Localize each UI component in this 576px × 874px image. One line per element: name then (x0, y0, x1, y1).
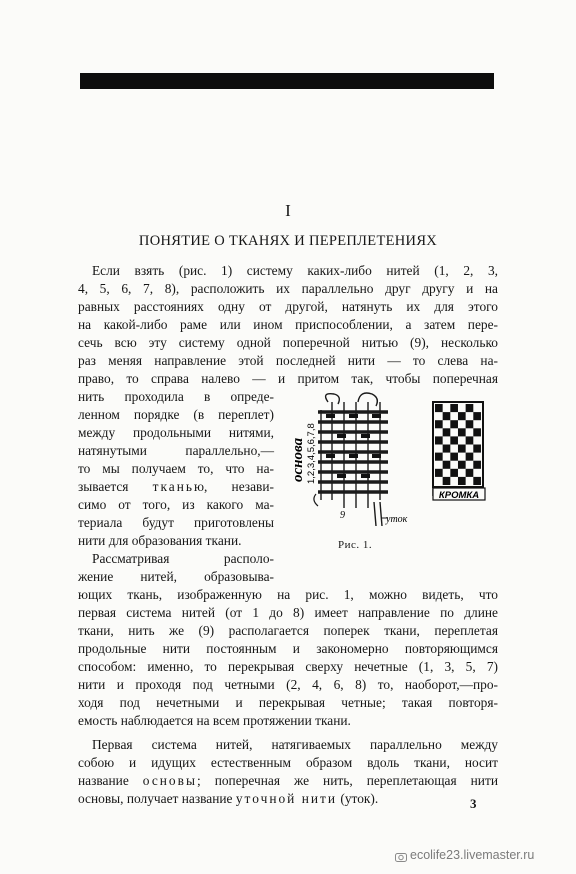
checker-cell (443, 445, 451, 453)
chapter-title: ПОНЯТИЕ О ТКАНЯХ И ПЕРЕПЛЕТЕНИЯХ (138, 233, 438, 249)
checker-cell (443, 428, 451, 436)
text-line: нити и проходя под четными (2, 4, 6, 8) то, наоборот,—про- (78, 677, 498, 692)
checker-cell (435, 420, 443, 428)
term-utok: уточной нити (235, 791, 338, 806)
checker-cell (473, 461, 481, 469)
checker-cell (450, 469, 458, 477)
text-line: Если взять (рис. 1) систему каких-либо нитей (1, 2, 3, (92, 263, 498, 278)
label-utok: уток (386, 514, 408, 525)
checker-cell (443, 461, 451, 469)
text-line (78, 790, 498, 807)
text-line: нити для образования ткани. (78, 533, 242, 548)
header-rule (80, 73, 494, 89)
label-nine: 9 (340, 510, 345, 521)
chapter-number: I (285, 201, 291, 220)
term-osnova: основы (142, 773, 197, 788)
checker-cell (458, 412, 466, 420)
text-line: сечь всю эту систему одной поперечной нитью (9), несколько (78, 335, 498, 350)
label-osnova: основа (290, 437, 306, 482)
checker-cell (435, 453, 443, 461)
text-line (78, 772, 498, 789)
text-line: раз меняя направление этой последней нити — то слева на- (78, 353, 498, 368)
checker-cell (466, 469, 474, 477)
label-thread-numbers: 1,2,3,4,5,6,7,8 (306, 423, 317, 484)
checker-cell (458, 428, 466, 436)
label-kromka: КРОМКА (438, 490, 480, 501)
text-line: ходя под нечетными и перекрывая четные; такая повторя- (78, 695, 498, 710)
text-line: ленном порядке (в переплет) (78, 407, 274, 422)
checker-cell (466, 453, 474, 461)
checker-cell (473, 445, 481, 453)
checker-cell (443, 412, 451, 420)
term-tkan: ткань (152, 479, 194, 494)
text-line: Первая система нитей, натягиваемых параллельно между (92, 737, 498, 752)
text-line: на какой-либо раме или ином приспособлении, а затем пере- (78, 317, 498, 332)
text-line: симо от того, из какого ма- (78, 497, 274, 512)
fabric-checkerboard (435, 404, 481, 485)
page-number: 3 (470, 796, 477, 811)
text-line: нить проходила в опреде- (78, 389, 274, 404)
weave-figure (276, 390, 494, 530)
checker-cell (435, 404, 443, 412)
checker-cell (458, 461, 466, 469)
checker-cell (450, 420, 458, 428)
text-line: териала будут приготовлены (78, 515, 274, 530)
text-line: то мы получаем то, что на- (78, 461, 274, 476)
weft-return-loop (314, 494, 318, 506)
text-line: право, то справа налево — и притом так, чтобы поперечная (78, 371, 498, 386)
checker-cell (443, 477, 451, 485)
text-line: между продольными нитями, (78, 425, 274, 440)
checker-cell (466, 404, 474, 412)
text-fragment: (уток). (340, 791, 379, 806)
watermark: ecolife23.livemaster.ru (410, 848, 535, 862)
text-line: емость наблюдается на всем протяжении ткани. (78, 713, 351, 728)
weft-threads (318, 412, 388, 492)
checker-cell (458, 445, 466, 453)
text-fragment: название (78, 773, 129, 788)
text-fragment: ; поперечная же нить, переплетающая нити (196, 773, 498, 788)
checker-cell (458, 477, 466, 485)
text-fragment: зывается (78, 479, 129, 494)
checker-cell (450, 453, 458, 461)
text-line: жение нитей, образовыва- (78, 569, 274, 584)
checker-cell (466, 436, 474, 444)
text-line: натянутыми параллельно,— (78, 443, 274, 458)
figure-caption: Рис. 1. (338, 539, 373, 551)
text-fragment: ю, незави- (194, 479, 274, 494)
text-fragment: основы, получает название (78, 791, 233, 806)
checker-cell (435, 469, 443, 477)
text-line: ющих ткань, изображенную на рис. 1, можно видеть, что (78, 587, 498, 602)
checker-cell (473, 477, 481, 485)
camera-icon (395, 851, 407, 863)
checker-cell (450, 436, 458, 444)
checker-cell (435, 436, 443, 444)
text-line: продольные нити постоянным и закономерно повторяющимся (78, 641, 498, 656)
checker-cell (466, 420, 474, 428)
checker-cell (450, 404, 458, 412)
text-line: способом: именно, то перекрывая сверху нечетные (1, 3, 5, 7) (78, 659, 498, 674)
checker-cell (473, 412, 481, 420)
text-line: первая система нитей (от 1 до 8) имеет направление по длине (78, 605, 498, 620)
text-line: 4, 5, 6, 7, 8), расположить их параллельно друг другу и на (78, 281, 498, 296)
text-line: Рассматривая располо- (92, 551, 274, 566)
checker-cell (473, 428, 481, 436)
text-line: равных расстояниях одну от другой, натянуть их для этого (78, 299, 498, 314)
text-line: ткани, нить же (9) располагается поперек ткани, переплетая (78, 623, 498, 638)
text-line: собою и идущих естественным образом вдоль ткани, носит (78, 755, 498, 770)
text-line (78, 478, 274, 495)
